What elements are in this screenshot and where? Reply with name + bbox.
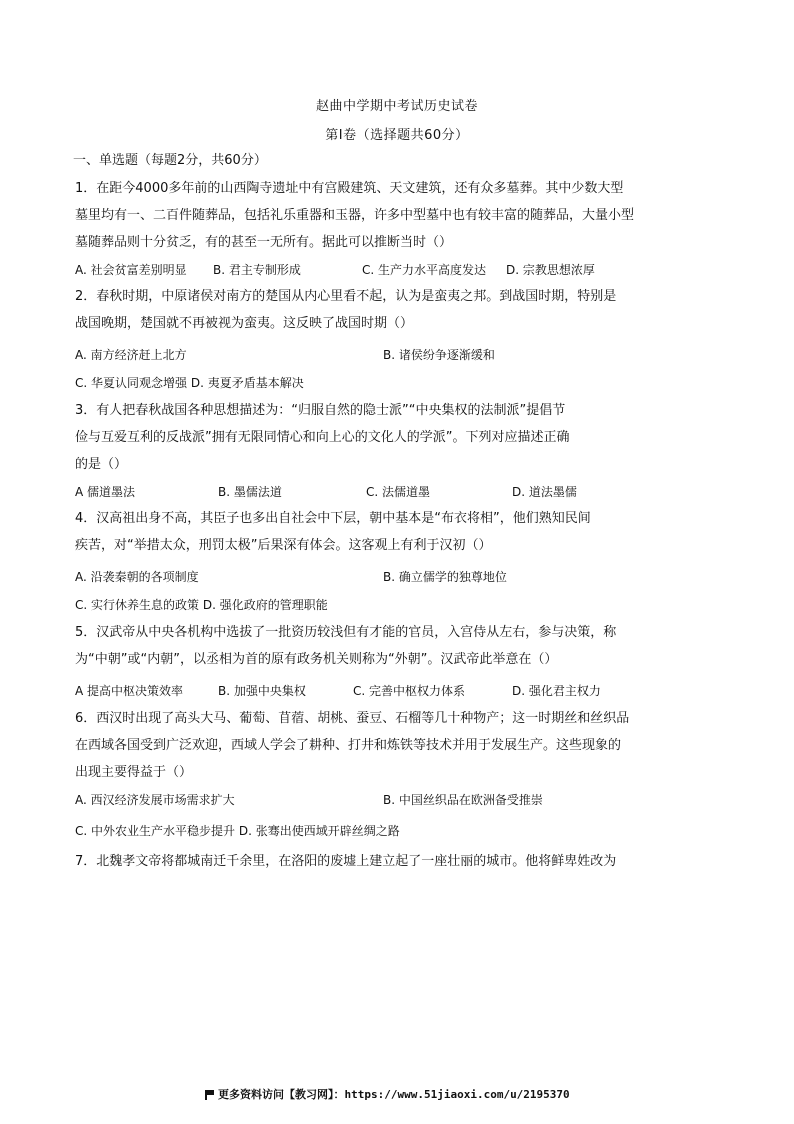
question-3-line-1: 3．有人把春秋战国各种思想描述为：“归服自然的隐士派”“中央集权的法制派”提倡节 (75, 403, 566, 418)
question-3-option-a: A 儒道墨法 (75, 485, 136, 499)
question-6-option-b: B. 中国丝织品在欧洲备受推崇 (383, 793, 543, 807)
question-5-option-a: A 提高中枢决策效率 (75, 684, 184, 698)
question-4-option-a: A. 沿袭秦朝的各项制度 (75, 570, 199, 584)
question-1-option-c: C. 生产力水平高度发达 (362, 263, 487, 277)
page-subtitle: 第Ⅰ卷（选择题共60分） (325, 128, 469, 143)
question-5-option-c: C. 完善中枢权力体系 (353, 684, 466, 698)
question-3-line-3: 的是（） (75, 457, 128, 472)
question-2-line-2: 战国晚期，楚国就不再被视为蛮夷。这反映了战国时期（） (75, 316, 414, 331)
question-1-option-b: B. 君主专制形成 (213, 263, 301, 277)
question-5-option-b: B. 加强中央集权 (218, 684, 306, 698)
flag-icon (205, 1090, 214, 1099)
question-1-option-a: A. 社会贫富差别明显 (75, 263, 187, 277)
footer-link[interactable] (205, 1086, 570, 1102)
question-3-option-b: B. 墨儒法道 (218, 485, 282, 499)
question-7-line-1: 7．北魏孝文帝将都城南迁千余里，在洛阳的废墟上建立起了一座壮丽的城市。他将鲜卑姓改为 (75, 854, 617, 869)
question-4-option-b: B. 确立儒学的独尊地位 (383, 570, 507, 584)
question-5-line-1: 5．汉武帝从中央各机构中选拔了一批资历较浅但有才能的官员，入宫侍从左右，参与决策，称 (75, 625, 617, 640)
question-2-option-b: B. 诸侯纷争逐渐缓和 (383, 348, 495, 362)
question-1-line-2: 墓里均有一、二百件随葬品，包括礼乐重器和玉器，许多中型墓中也有较丰富的随葬品，大量小型 (75, 208, 635, 223)
question-4-line-1: 4．汉高祖出身不高，其臣子也多出自社会中下层，朝中基本是“布衣将相”，他们熟知民间 (75, 511, 591, 526)
footer-text: 更多资料访问【教习网】：https://www.51jiaoxi.com/u/2195370 (218, 1088, 570, 1101)
question-5-option-d: D. 强化君主权力 (512, 684, 601, 698)
question-3-option-d: D. 道法墨儒 (512, 485, 577, 499)
question-2-line-1: 2．春秋时期，中原诸侯对南方的楚国从内心里看不起，认为是蛮夷之邦。到战国时期，特别是 (75, 289, 617, 304)
question-2-option-a: A. 南方经济赶上北方 (75, 348, 187, 362)
question-3-option-c: C. 法儒道墨 (366, 485, 431, 499)
question-1-option-d: D. 宗教思想浓厚 (506, 263, 595, 277)
question-5-line-2: 为“中朝”或“内朝”，以丞相为首的原有政务机关则称为“外朝”。汉武帝此举意在（） (75, 652, 558, 667)
question-4-option-cd: C. 实行休养生息的政策 D. 强化政府的管理职能 (75, 598, 328, 612)
question-2-option-cd: C. 华夏认同观念增强 D. 夷夏矛盾基本解决 (75, 376, 304, 390)
question-6-line-3: 出现主要得益于（） (75, 765, 193, 780)
page-title: 赵曲中学期中考试历史试卷 (315, 99, 478, 114)
section-heading: 一、单选题（每题2分，共60分） (73, 153, 267, 168)
question-3-line-2: 俭与互爱互利的反战派”拥有无限同情心和向上心的文化人的学派”。下列对应描述正确 (75, 430, 570, 445)
question-1-line-1: 1．在距今4000多年前的山西陶寺遗址中有宫殿建筑、天文建筑，还有众多墓葬。其中少数大型 (75, 181, 624, 196)
question-1-line-3: 墓随葬品则十分贫乏，有的甚至一无所有。据此可以推断当时（） (75, 235, 453, 250)
question-4-line-2: 疾苦，对“举措太众，刑罚太极”后果深有体会。这客观上有利于汉初（） (75, 538, 492, 553)
question-6-option-a: A. 西汉经济发展市场需求扩大 (75, 793, 235, 807)
question-6-line-1: 6．西汉时出现了高头大马、葡萄、苜蓿、胡桃、蚕豆、石榴等几十种物产；这一时期丝和丝织品 (75, 711, 630, 726)
question-6-option-cd: C. 中外农业生产水平稳步提升 D. 张骞出使西域开辟丝绸之路 (75, 824, 400, 838)
question-6-line-2: 在西域各国受到广泛欢迎，西域人学会了耕种、打井和炼铁等技术并用于发展生产。这些现象的 (75, 738, 622, 753)
